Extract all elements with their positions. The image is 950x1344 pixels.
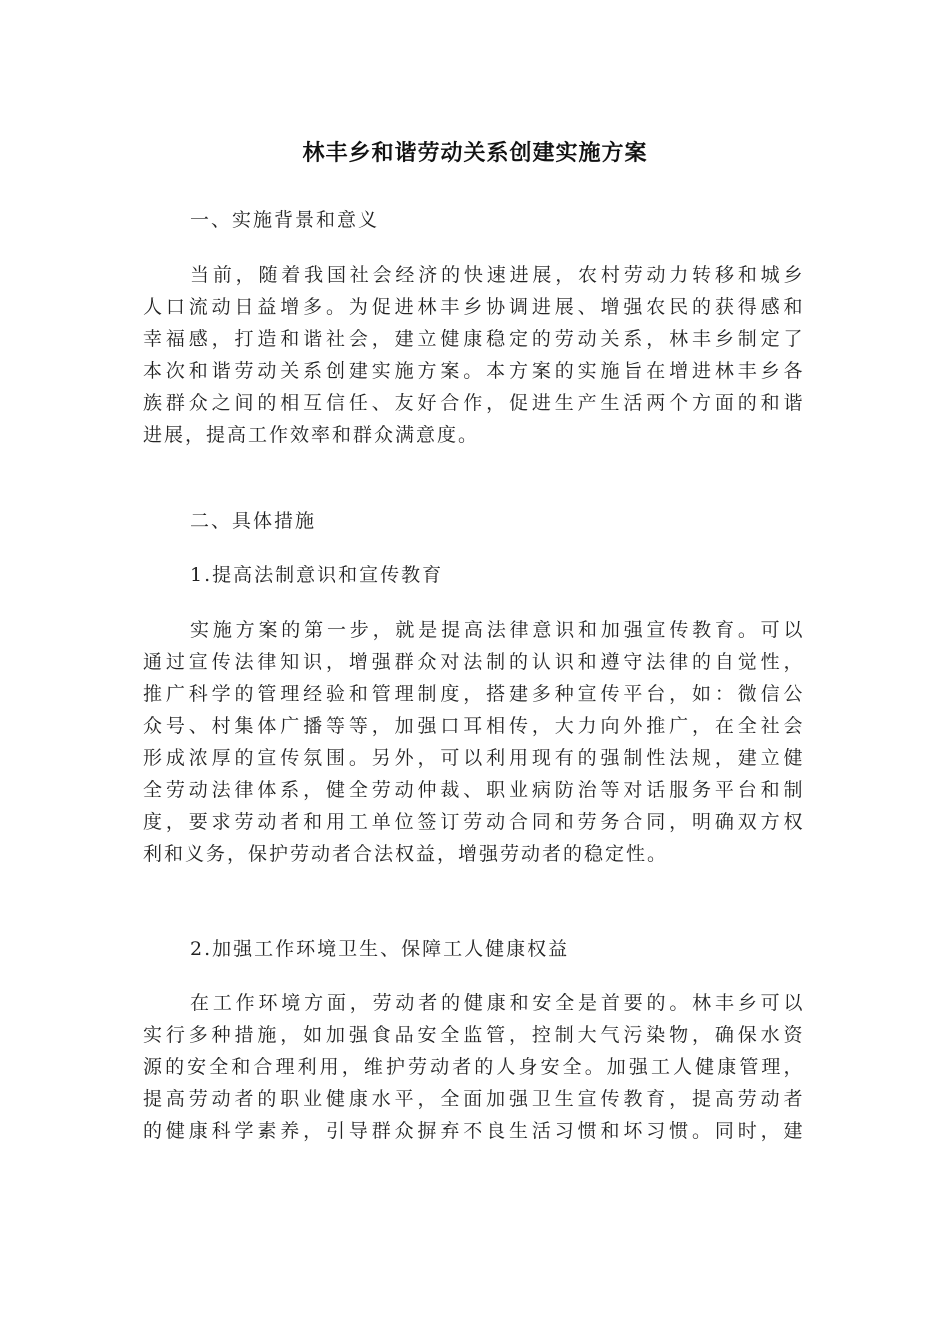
paragraph-line: 族群众之间的相互信任、友好合作，促进生产生活两个方面的和谐 — [143, 392, 803, 414]
paragraph-line: 提高劳动者的职业健康水平，全面加强卫生宣传教育，提高劳动者 — [143, 1088, 803, 1110]
subsection-heading-health: 2.加强工作环境卫生、保障工人健康权益 — [190, 938, 570, 960]
document-title: 林丰乡和谐劳动关系创建实施方案 — [302, 141, 648, 166]
paragraph-line: 众号、村集体广播等等，加强口耳相传，大力向外推广，在全社会 — [143, 715, 803, 737]
paragraph-health — [143, 987, 803, 1147]
paragraph-line: 本次和谐劳动关系创建实施方案。本方案的实施旨在增进林丰乡各 — [143, 360, 803, 382]
paragraph-background — [143, 259, 803, 451]
paragraph-line: 利和义务，保护劳动者合法权益，增强劳动者的稳定性。 — [143, 843, 669, 865]
paragraph-line: 进展，提高工作效率和群众满意度。 — [143, 424, 480, 446]
paragraph-line: 推广科学的管理经验和管理制度，搭建多种宣传平台，如：微信公 — [143, 683, 803, 705]
paragraph-legal — [143, 614, 803, 870]
paragraph-line: 源的安全和合理利用，维护劳动者的人身安全。加强工人健康管理， — [143, 1056, 803, 1078]
paragraph-line: 人口流动日益增多。为促进林丰乡协调进展、增强农民的获得感和 — [143, 296, 803, 318]
paragraph-line: 实施方案的第一步，就是提高法律意识和加强宣传教育。可以 — [190, 619, 803, 641]
paragraph-line: 的健康科学素养，引导群众摒弃不良生活习惯和坏习惯。同时，建 — [143, 1120, 803, 1142]
paragraph-line: 度，要求劳动者和用工单位签订劳动合同和劳务合同，明确双方权 — [143, 811, 803, 833]
subsection-heading-legal: 1.提高法制意识和宣传教育 — [190, 564, 444, 586]
section-heading-background: 一、实施背景和意义 — [190, 209, 380, 231]
paragraph-line: 实行多种措施，如加强食品安全监管，控制大气污染物，确保水资 — [143, 1024, 803, 1046]
paragraph-line: 当前，随着我国社会经济的快速进展，农村劳动力转移和城乡 — [190, 264, 803, 286]
paragraph-line: 在工作环境方面，劳动者的健康和安全是首要的。林丰乡可以 — [190, 992, 803, 1014]
paragraph-line: 幸福感，打造和谐社会，建立健康稳定的劳动关系，林丰乡制定了 — [143, 328, 803, 350]
section-heading-measures: 二、具体措施 — [190, 510, 317, 532]
paragraph-line: 通过宣传法律知识，增强群众对法制的认识和遵守法律的自觉性， — [143, 651, 803, 673]
paragraph-line: 全劳动法律体系，健全劳动仲裁、职业病防治等对话服务平台和制 — [143, 779, 803, 801]
paragraph-line: 形成浓厚的宣传氛围。另外，可以利用现有的强制性法规，建立健 — [143, 747, 803, 769]
